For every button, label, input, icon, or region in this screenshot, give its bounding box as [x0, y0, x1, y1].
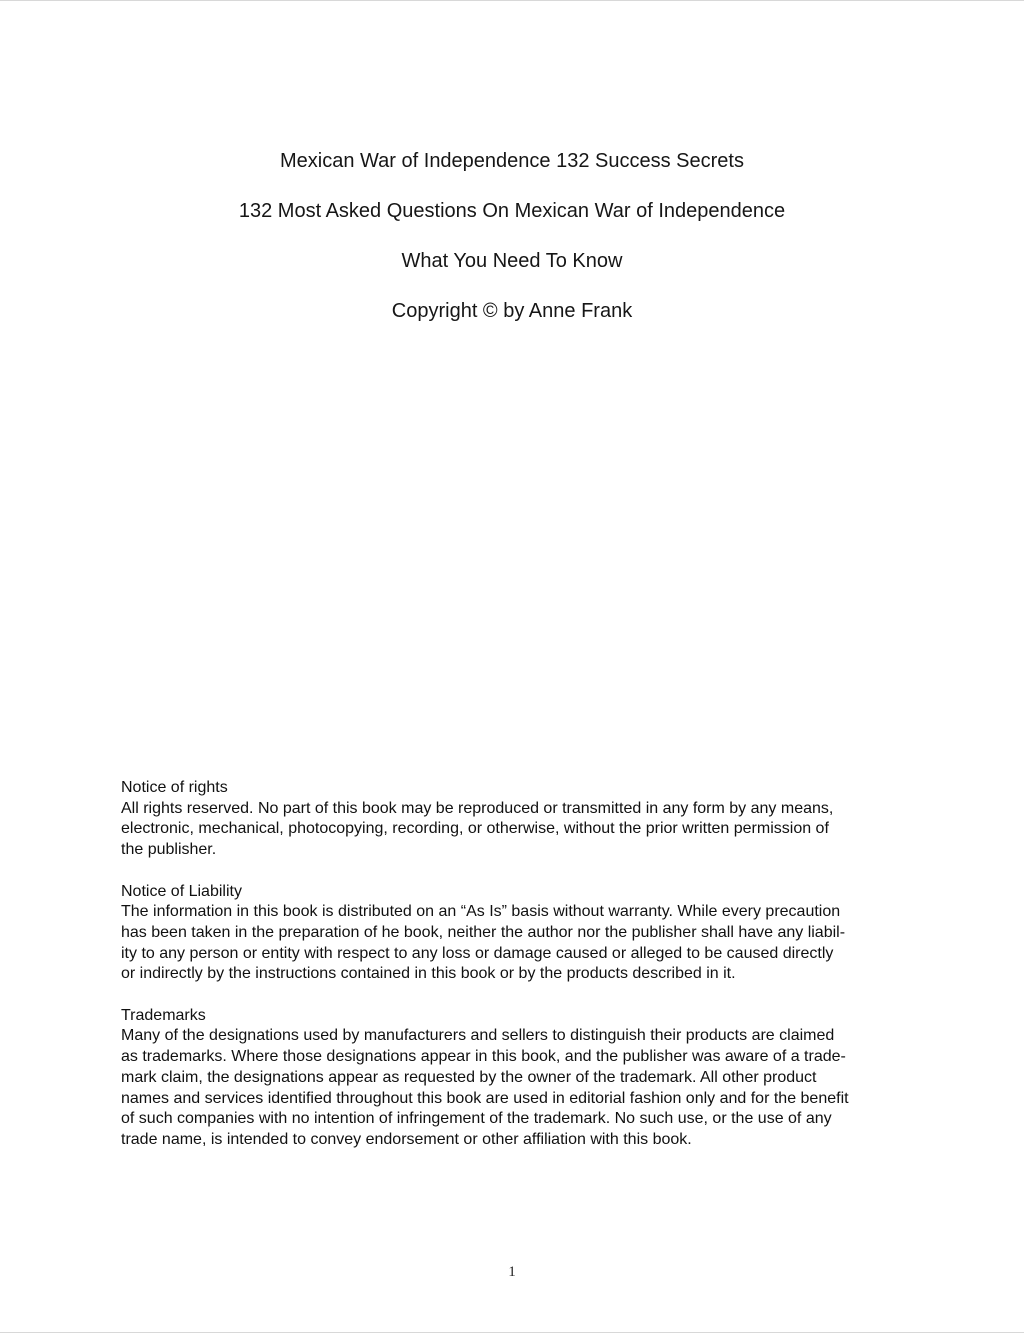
copyright-line: Copyright © by Anne Frank [391, 300, 633, 322]
notice-line: as trademarks. Where those designations appear in this book, and the publisher was aware of a trade- [121, 1048, 846, 1066]
notice-of-rights [121, 778, 911, 861]
notice-of-liability [121, 882, 911, 986]
title-block [0, 147, 1024, 347]
notice-line: the publisher. [121, 841, 217, 859]
legal-notices [121, 778, 911, 1171]
notice-line: ity to any person or entity with respect to any loss or damage caused or alleged to be caused directly [121, 944, 834, 962]
notice-line: has been taken in the preparation of he book, neither the author nor the publisher shall have any liabil- [121, 923, 846, 941]
notice-heading: Notice of Liability [121, 882, 242, 900]
notice-body [121, 1026, 911, 1150]
book-tagline: What You Need To Know [401, 250, 623, 272]
notice-heading: Trademarks [121, 1006, 206, 1024]
notice-line: The information in this book is distributed on an “As Is” basis without warranty. While every precaution [121, 903, 841, 921]
notice-line: All rights reserved. No part of this book may be reproduced or transmitted in any form by any means, [121, 799, 834, 817]
notice-line: trade name, is intended to convey endorsement or other affiliation with this book. [121, 1130, 692, 1148]
notice-line: or indirectly by the instructions contained in this book or by the products described in it. [121, 965, 736, 983]
trademarks-notice [121, 1006, 911, 1151]
book-title: Mexican War of Independence 132 Success Secrets [280, 150, 744, 172]
notice-body [121, 902, 911, 985]
notice-line: of such companies with no intention of infringement of the trademark. No such use, or the use of any [121, 1110, 832, 1128]
notice-body [121, 799, 911, 861]
notice-line: Many of the designations used by manufacturers and sellers to distinguish their products are claimed [121, 1027, 835, 1045]
book-subtitle: 132 Most Asked Questions On Mexican War of Independence [238, 200, 786, 222]
notice-line: names and services identified throughout this book are used in editorial fashion only and for the benefit [121, 1089, 849, 1107]
notice-heading: Notice of rights [121, 779, 228, 796]
page-number: 1 [508, 1264, 516, 1280]
notice-line: mark claim, the designations appear as requested by the owner of the trademark. All other product [121, 1068, 817, 1086]
notice-line: electronic, mechanical, photocopying, recording, or otherwise, without the prior written permission of [121, 820, 829, 838]
